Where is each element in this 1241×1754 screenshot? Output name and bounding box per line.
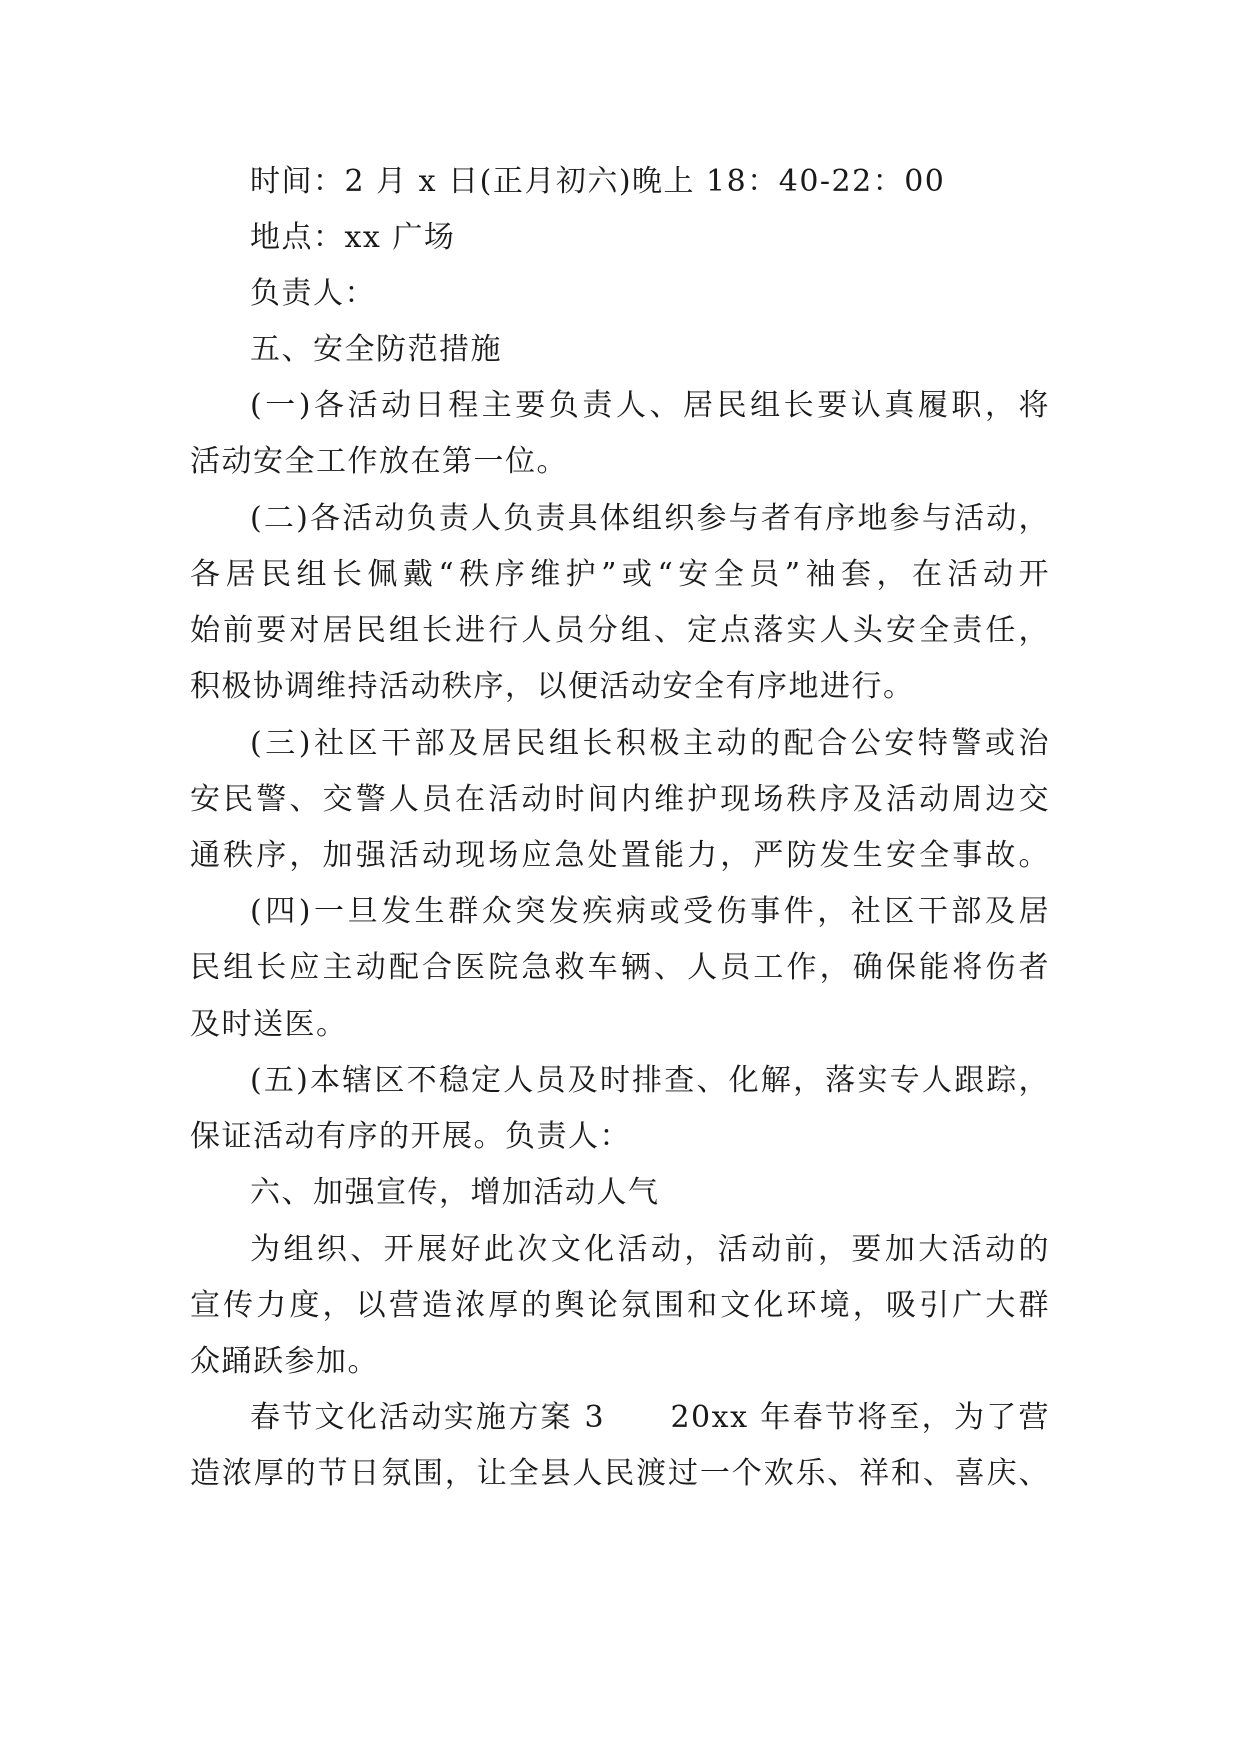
paragraph-line: 始前要对居民组长进行人员分组、定点落实人头安全责任， [190, 613, 1050, 648]
paragraph-line: 众踊跃参加。 [190, 1344, 379, 1379]
paragraph-line: 积极协调维持活动秩序，以便活动安全有序地进行。 [190, 669, 915, 704]
paragraph-line: 活动安全工作放在第一位。 [190, 444, 568, 479]
paragraph-line: 各居民组长佩戴“秩序维护”或“安全员”袖套，在活动开 [190, 557, 1050, 592]
paragraph-line: 为组织、开展好此次文化活动，活动前，要加大活动的 [250, 1232, 1050, 1267]
paragraph-line: 宣传力度，以营造浓厚的舆论氛围和文化环境，吸引广大群 [190, 1288, 1050, 1323]
paragraph-line: 安民警、交警人员在活动时间内维护现场秩序及活动周边交 [190, 782, 1050, 817]
paragraph-line: 及时送医。 [190, 1007, 348, 1042]
section-heading-safety: 五、安全防范措施 [250, 332, 502, 367]
text-line-responsible: 负责人： [250, 276, 376, 311]
paragraph-line: (三)社区干部及居民组长积极主动的配合公安特警或治 [250, 726, 1050, 761]
paragraph-line: (四)一旦发生群众突发疾病或受伤事件，社区干部及居 [250, 894, 1050, 929]
paragraph-line: 春节文化活动实施方案 3 20xx 年春节将至，为了营 [250, 1400, 1050, 1435]
paragraph-line: (二)各活动负责人负责具体组织参与者有序地参与活动， [250, 501, 1050, 536]
paragraph-line: (一)各活动日程主要负责人、居民组长要认真履职，将 [250, 388, 1050, 423]
paragraph-line: (五)本辖区不稳定人员及时排查、化解，落实专人跟踪， [250, 1063, 1050, 1098]
section-heading-promotion: 六、加强宣传，增加活动人气 [250, 1175, 660, 1210]
paragraph-line: 保证活动有序的开展。负责人： [190, 1119, 631, 1154]
paragraph-line: 通秩序，加强活动现场应急处置能力，严防发生安全事故。 [190, 838, 1050, 873]
text-line-time: 时间：2 月 x 日(正月初六)晚上 18：40-22：00 [250, 164, 946, 199]
text-line-location: 地点：xx 广场 [250, 220, 456, 255]
paragraph-line: 民组长应主动配合医院急救车辆、人员工作，确保能将伤者 [190, 950, 1050, 985]
paragraph-line: 造浓厚的节日氛围，让全县人民渡过一个欢乐、祥和、喜庆、 [190, 1456, 1050, 1491]
